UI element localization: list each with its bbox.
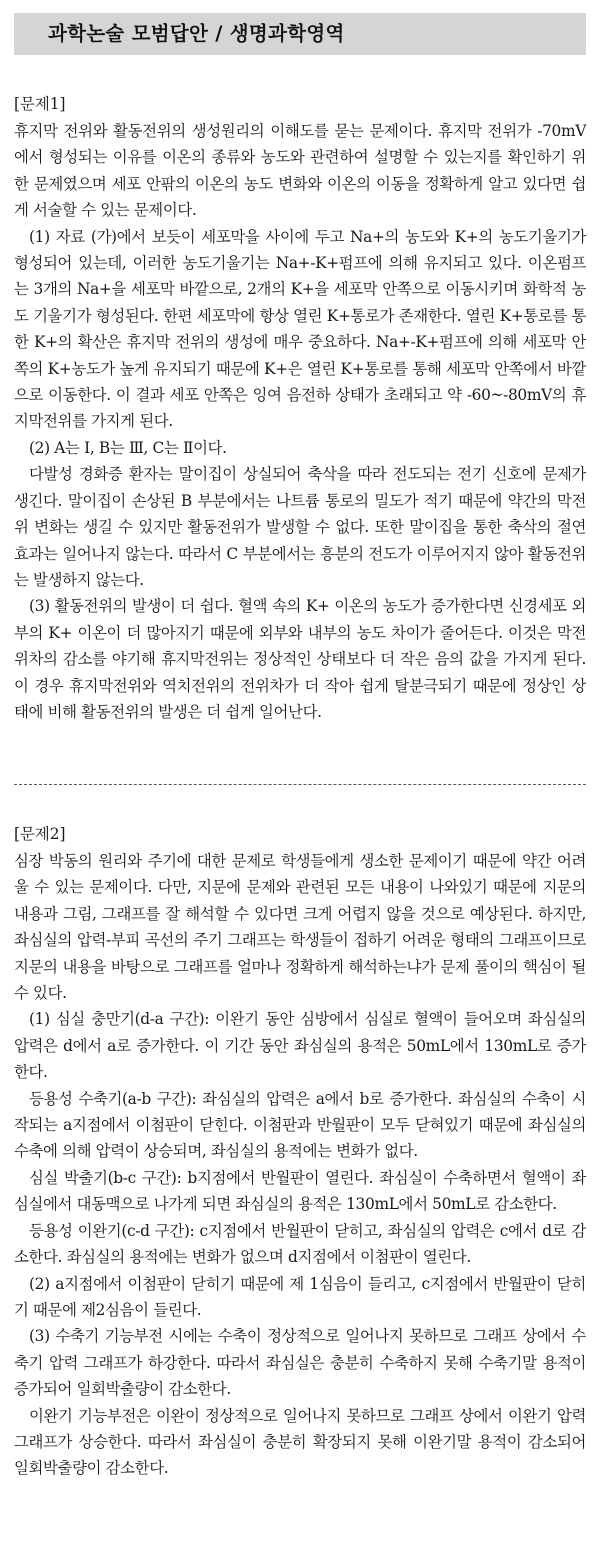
problem1-answer-1: (1) 자료 (가)에서 보듯이 세포막을 사이에 두고 Na+의 농도와 K+의 농도기울기가 형성되어 있는데, 이러한 농도기울기는 Na+-K+펌프에 의해 유지되고 있다. 이온펌프는 3개의 Na+을 세포막 바깥으로, 2개의 K+을 세포막 안쪽으로 이동시키며 화학적 농도 기울기가 형성된다. 한편 세포막에 항상 열린 K+통로가 존재한다. 열린 K+통로를 통한 K+의 확산은 휴지막 전위의 생성에 매우 중요하다. Na+-K+펌프에 의해 세포막 안쪽의 K+농도가 높게 유지되기 때문에 K+은 열린 K+통로를 통해 세포막 안쪽에서 바깥으로 이동한다. 이 결과 세포 안쪽은 잉여 음전하 상태가 초래되고 약 -60~-80mV의 휴지막전위를 가지게 된다. (14, 227, 586, 431)
problem1-label: [문제1] (14, 95, 66, 113)
problem2-answer-1: (1) 심실 충만기(d-a 구간): 이완기 동안 심방에서 심실로 혈액이 들어오며 좌심실의 압력은 d에서 a로 증가한다. 이 기간 동안 좌심실의 용적은 50mL에서 130mL로 증가한다. (14, 1010, 586, 1082)
problem2-ejection: 심실 박출기(b-c 구간): b지점에서 반월판이 열린다. 좌심실이 수축하면서 혈액이 좌심실에서 대동맥으로 나가게 되면 좌심실의 용적은 130mL에서 50mL로 감소한다. (14, 1168, 586, 1214)
problem1-section (14, 91, 586, 725)
header-bar (14, 13, 586, 55)
problem2-isovolumic-relaxation: 등용성 이완기(c-d 구간): c지점에서 반월판이 닫히고, 좌심실의 압력은 c에서 d로 감소한다. 좌심실의 용적에는 변화가 없으며 d지점에서 이첨판이 열린다. (14, 1221, 586, 1267)
problem2-answer-3: (3) 수축기 기능부전 시에는 수축이 정상적으로 일어나지 못하므로 그래프 상에서 수축기 압력 그래프가 하강한다. 따라서 좌심실은 충분히 수축하지 못해 수축기말 용적이 증가되어 일회박출량이 감소한다. (14, 1327, 586, 1399)
problem1-answer-2: (2) A는 Ⅰ, B는 Ⅲ, C는 Ⅱ이다. (29, 438, 227, 457)
problem2-label: [문제2] (14, 825, 66, 843)
section-divider (14, 784, 586, 785)
problem2-intro: 심장 박동의 원리와 주기에 대한 문제로 학생들에게 생소한 문제이기 때문에 약간 어려울 수 있는 문제이다. 다만, 지문에 문제와 관련된 모든 내용이 나와있기 때문에 지문의 내용과 그림, 그래프를 잘 해석할 수 있다면 크게 어렵지 않을 것으로 예상된다. 하지만, 좌심실의 압력-부피 곡선의 주기 그래프는 학생들이 접하기 어려운 형태의 그래프이므로 지문의 내용을 바탕으로 그래프를 얼마나 정확하게 해석하는냐가 문제 풀이의 핵심이 될 수 있다. (14, 852, 586, 1003)
problem2-section (14, 821, 586, 1482)
page-title: 과학논술 모범답안 / 생명과학영역 (48, 22, 345, 45)
problem1-answer-3: (3) 활동전위의 발생이 더 쉽다. 혈액 속의 K+ 이온의 농도가 증가한다면 신경세포 외부의 K+ 이온이 더 많아지기 때문에 외부와 내부의 농도 차이가 줄어든다. 이것은 막전위차의 감소를 야기해 휴지막전위는 정상적인 상태보다 더 작은 음의 값을 가지게 된다. 이 경우 휴지막전위와 역치전위의 전위차가 더 작아 쉽게 탈분극되기 때문에 정상인 상태에 비해 활동전위의 발생은 더 쉽게 일어난다. (14, 597, 586, 721)
problem1-answer-2-detail: 다발성 경화증 환자는 말이집이 상실되어 축삭을 따라 전도되는 전기 신호에 문제가 생긴다. 말이집이 손상된 B 부분에서는 나트륨 통로의 밀도가 적기 때문에 약간의 막전위 변화는 생길 수 있지만 활동전위가 발생할 수 없다. 또한 말이집을 통한 축삭의 절연 효과는 일어나지 않는다. 따라서 C 부분에서는 흥분의 전도가 이루어지지 않아 활동전위는 발생하지 않는다. (14, 465, 586, 589)
problem1-intro: 휴지막 전위와 활동전위의 생성원리의 이해도를 묻는 문제이다. 휴지막 전위가 -70mV에서 형성되는 이유를 이온의 종류와 농도와 관련하여 설명할 수 있는지를 확인하기 위한 문제였으며 세포 안팎의 이온의 농도 변화와 이온의 이동을 정확하게 알고 있다면 쉽게 서술할 수 있는 문제이다. (14, 122, 586, 220)
problem2-answer-2: (2) a지점에서 이첨판이 닫히기 때문에 제 1심음이 들리고, c지점에서 반월판이 닫히기 때문에 제2심음이 들린다. (14, 1274, 586, 1319)
problem2-isovolumic-contraction: 등용성 수축기(a-b 구간): 좌심실의 압력은 a에서 b로 증가한다. 좌심실의 수축이 시작되는 a지점에서 이첨판이 닫힌다. 이첨판과 반월판이 모두 닫혀있기 때문에 좌심실의 수축에 의해 압력이 상승되며, 좌심실의 용적에는 변화가 없다. (14, 1089, 586, 1161)
problem2-diastolic-dysfunction: 이완기 기능부전은 이완이 정상적으로 일어나지 못하므로 그래프 상에서 이완기 압력 그래프가 상승한다. 따라서 좌심실이 충분히 확장되지 못해 이완기말 용적이 감소되어 일회박출량이 감소한다. (14, 1406, 586, 1478)
